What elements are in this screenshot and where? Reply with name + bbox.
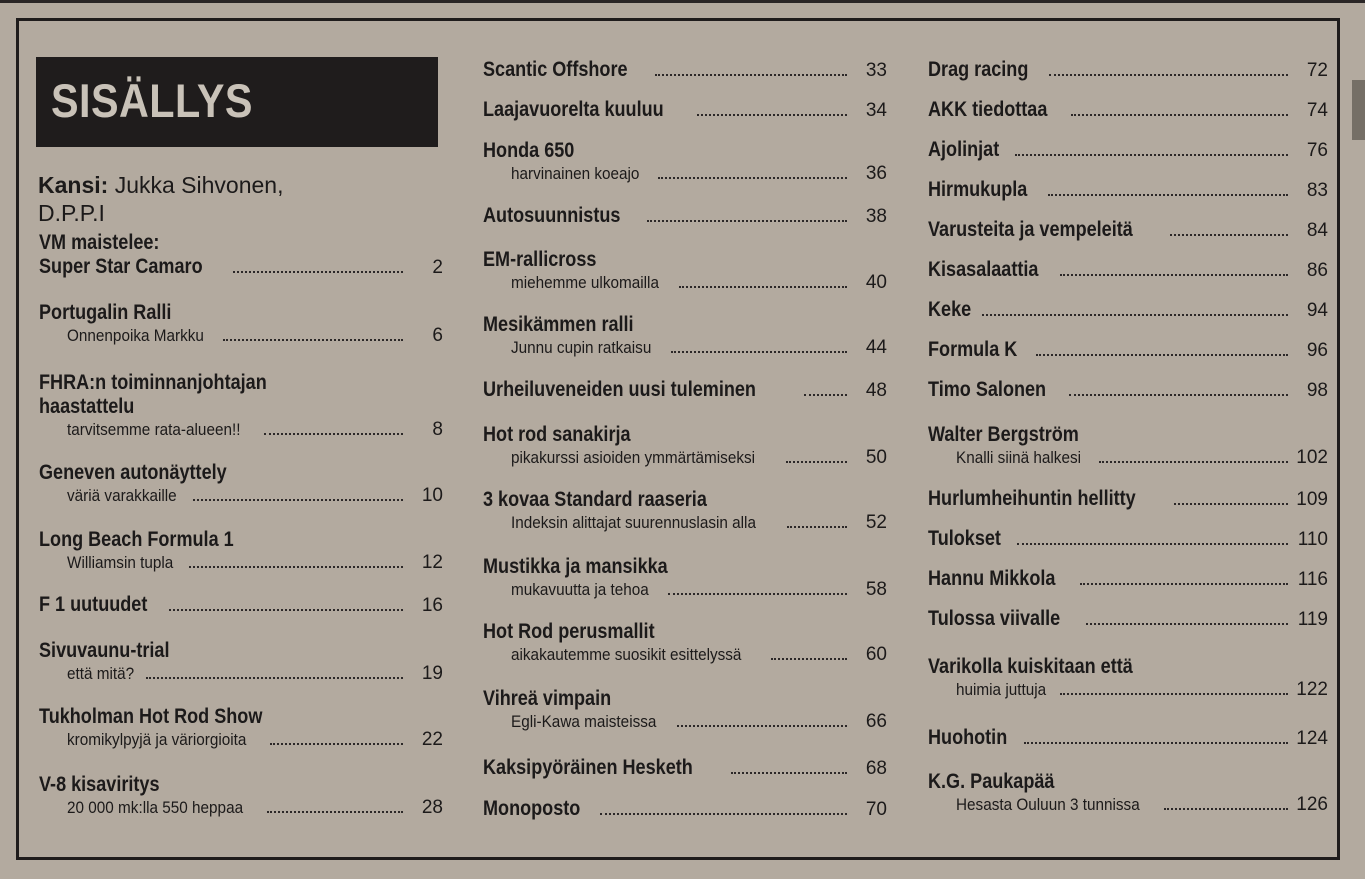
page-number: 6 <box>432 325 443 346</box>
toc-entry <box>483 488 887 534</box>
entry-title-row <box>928 378 1328 402</box>
entry-title: Hot rod sanakirja <box>483 423 631 446</box>
entry-subtitle-row <box>39 663 443 685</box>
cover-credit-agency: D.P.P.I <box>38 200 105 226</box>
entry-title: V-8 kisaviritys <box>39 773 160 796</box>
toc-entry <box>928 98 1328 122</box>
entry-subtitle: Knalli siinä halkesi <box>956 448 1082 467</box>
dot-leader <box>668 593 847 595</box>
toc-entry <box>39 371 443 441</box>
dot-leader <box>787 526 847 528</box>
entry-subtitle-row <box>483 579 887 601</box>
toc-entry <box>928 58 1328 82</box>
toc-entry <box>928 567 1328 591</box>
page-number: 12 <box>421 552 443 573</box>
page-number: 36 <box>865 163 887 184</box>
entry-subtitle: Super Star Camaro <box>39 255 203 278</box>
entry-title-line-2: haastattelu <box>39 395 135 418</box>
toc-entry <box>928 258 1328 282</box>
dot-leader <box>1069 394 1288 396</box>
entry-subtitle-row <box>39 797 443 819</box>
toc-entry <box>39 301 443 347</box>
entry-title: F 1 uutuudet <box>39 593 148 616</box>
page-number: 19 <box>421 663 443 684</box>
entry-title-row <box>928 527 1328 551</box>
entry-title-row <box>483 98 887 122</box>
page-number: 52 <box>865 512 887 533</box>
page-edge-shadow <box>1352 80 1365 140</box>
dot-leader <box>267 811 403 813</box>
page-number: 119 <box>1297 609 1328 630</box>
dot-leader <box>1048 194 1288 196</box>
entry-title-row <box>39 593 443 617</box>
dot-leader <box>233 271 403 273</box>
dot-leader <box>655 74 847 76</box>
toc-entry <box>928 218 1328 242</box>
dot-leader <box>1015 154 1288 156</box>
toc-entry <box>483 139 887 185</box>
entry-subtitle-row <box>483 644 887 666</box>
dot-leader <box>1049 74 1288 76</box>
toc-entry <box>483 756 887 780</box>
dot-leader <box>647 220 847 222</box>
entry-subtitle-row <box>39 325 443 347</box>
entry-title: Huohotin <box>928 726 1008 749</box>
entry-title: Hannu Mikkola <box>928 567 1056 590</box>
toc-entry <box>483 58 887 82</box>
entry-title-row <box>483 378 887 402</box>
contents-heading: SISÄLLYS <box>51 74 253 127</box>
page-number: 16 <box>421 595 443 616</box>
toc-entry <box>39 231 443 279</box>
entry-title: Tukholman Hot Rod Show <box>39 705 263 728</box>
entry-title: Long Beach Formula 1 <box>39 528 234 551</box>
entry-subtitle-row <box>39 485 443 507</box>
toc-entry <box>928 607 1328 631</box>
entry-title: Hot Rod perusmallit <box>483 620 655 643</box>
page-number: 50 <box>865 447 887 468</box>
page-number: 124 <box>1296 728 1328 749</box>
toc-entry <box>928 770 1328 816</box>
entry-title: K.G. Paukapää <box>928 770 1055 793</box>
entry-title: Tulossa viivalle <box>928 607 1061 630</box>
dot-leader <box>223 339 403 341</box>
entry-title: EM-rallicross <box>483 248 597 271</box>
dot-leader <box>1036 354 1288 356</box>
entry-title-row <box>483 204 887 228</box>
dot-leader <box>600 813 847 815</box>
entry-subtitle: 20 000 mk:lla 550 heppaa <box>67 798 244 817</box>
dot-leader <box>1164 808 1288 810</box>
dot-leader <box>270 743 403 745</box>
entry-subtitle: Onnenpoika Markku <box>67 326 204 345</box>
page-number: 38 <box>865 206 887 227</box>
toc-entry <box>483 620 887 666</box>
entry-title-row <box>928 607 1328 631</box>
dot-leader <box>786 461 847 463</box>
dot-leader <box>1017 543 1288 545</box>
entry-subtitle: kromikylpyjä ja väriorgioita <box>67 730 247 749</box>
dot-leader <box>658 177 847 179</box>
entry-title-row <box>928 98 1328 122</box>
dot-leader <box>189 566 403 568</box>
page-number: 60 <box>865 644 887 665</box>
page-number: 34 <box>865 100 887 121</box>
dot-leader <box>193 499 403 501</box>
entry-title: Kaksipyöräinen Hesketh <box>483 756 693 779</box>
toc-entry <box>928 655 1328 701</box>
cover-credit-name: Jukka Sihvonen, <box>114 172 284 198</box>
toc-entry <box>483 555 887 601</box>
entry-title-row <box>928 298 1328 322</box>
entry-subtitle: miehemme ulkomailla <box>511 273 659 292</box>
entry-title: Scantic Offshore <box>483 58 628 81</box>
entry-title: Keke <box>928 298 972 321</box>
dot-leader <box>1099 461 1288 463</box>
toc-entry <box>483 98 887 122</box>
entry-subtitle: harvinainen koeajo <box>511 164 640 183</box>
entry-title: Kisasalaattia <box>928 258 1039 281</box>
dot-leader <box>679 286 847 288</box>
page-number: 68 <box>865 758 887 779</box>
entry-title-row <box>928 338 1328 362</box>
toc-entry <box>483 248 887 294</box>
entry-subtitle: että mitä? <box>67 664 135 683</box>
page-number: 94 <box>1306 300 1328 321</box>
dot-leader <box>671 351 847 353</box>
toc-entry <box>928 138 1328 162</box>
entry-title: Ajolinjat <box>928 138 1000 161</box>
entry-subtitle: Williamsin tupla <box>67 553 174 572</box>
dot-leader <box>169 609 403 611</box>
entry-title-row <box>483 797 887 821</box>
page-number: 83 <box>1306 180 1328 201</box>
entry-title-row <box>483 58 887 82</box>
dot-leader <box>1086 623 1288 625</box>
dot-leader <box>804 394 847 396</box>
page-number: 126 <box>1296 794 1328 815</box>
top-rule <box>0 0 1365 3</box>
entry-title: 3 kovaa Standard raaseria <box>483 488 707 511</box>
page-number: 110 <box>1297 529 1328 550</box>
entry-title: Varusteita ja vempeleitä <box>928 218 1133 241</box>
contents-heading-box <box>36 57 438 147</box>
entry-title: Urheiluveneiden uusi tuleminen <box>483 378 756 401</box>
cover-label: Kansi: <box>38 172 109 198</box>
entry-subtitle-row <box>483 337 887 359</box>
page-number: 70 <box>865 799 887 820</box>
page-number: 74 <box>1306 100 1328 121</box>
entry-title-row <box>928 487 1328 511</box>
toc-entry <box>483 313 887 359</box>
dot-leader <box>264 433 403 435</box>
page-number: 33 <box>865 60 887 81</box>
dot-leader <box>146 677 403 679</box>
dot-leader <box>1170 234 1288 236</box>
entry-title: Monoposto <box>483 797 581 820</box>
entry-title: Sivuvaunu-trial <box>39 639 170 662</box>
entry-title: Honda 650 <box>483 139 575 162</box>
toc-entry <box>39 593 443 617</box>
entry-title: AKK tiedottaa <box>928 98 1048 121</box>
entry-title: Mesikämmen ralli <box>483 313 634 336</box>
toc-entry <box>483 204 887 228</box>
toc-entry <box>928 726 1328 750</box>
dot-leader <box>677 725 847 727</box>
entry-title: Geneven autonäyttely <box>39 461 227 484</box>
entry-subtitle-row <box>39 552 443 574</box>
toc-entry <box>928 338 1328 362</box>
dot-leader <box>1060 693 1288 695</box>
entry-title: FHRA:n toiminnanjohtajan <box>39 371 267 394</box>
toc-entry <box>928 298 1328 322</box>
entry-subtitle-row <box>39 729 443 751</box>
page-number: 66 <box>865 711 887 732</box>
dot-leader <box>1071 114 1288 116</box>
entry-subtitle: pikakurssi asioiden ymmärtämiseksi <box>511 448 756 467</box>
entry-title: Walter Bergström <box>928 423 1079 446</box>
page-number: 44 <box>865 337 887 358</box>
entry-title: Drag racing <box>928 58 1029 81</box>
toc-entry <box>39 639 443 685</box>
toc-entry <box>928 378 1328 402</box>
dot-leader <box>697 114 847 116</box>
toc-entry <box>39 461 443 507</box>
entry-title: Tulokset <box>928 527 1001 550</box>
page-number: 109 <box>1296 489 1328 510</box>
entry-title: Mustikka ja mansikka <box>483 555 668 578</box>
entry-title: Vihreä vimpain <box>483 687 612 710</box>
entry-title: Autosuunnistus <box>483 204 621 227</box>
toc-entry <box>483 687 887 733</box>
toc-entry <box>928 527 1328 551</box>
entry-title-row <box>928 726 1328 750</box>
entry-title-row <box>483 756 887 780</box>
entry-title: Formula K <box>928 338 1018 361</box>
entry-subtitle: tarvitsemme rata-alueen!! <box>67 420 241 439</box>
entry-subtitle-row <box>483 447 887 469</box>
entry-title-row <box>928 178 1328 202</box>
entry-title: VM maistelee: <box>39 231 160 254</box>
entry-title: Hurlumheihuntin hellitty <box>928 487 1136 510</box>
entry-subtitle-row <box>928 794 1328 816</box>
toc-entry <box>39 528 443 574</box>
entry-subtitle-row <box>483 711 887 733</box>
entry-title: Hirmukupla <box>928 178 1028 201</box>
page-number: 84 <box>1306 220 1328 241</box>
cover-credit <box>38 171 428 227</box>
dot-leader <box>1174 503 1289 505</box>
page-number: 2 <box>432 257 443 278</box>
entry-subtitle-row <box>483 512 887 534</box>
entry-title-row <box>928 138 1328 162</box>
dot-leader <box>1060 274 1288 276</box>
dot-leader <box>1080 583 1288 585</box>
entry-title-row <box>928 218 1328 242</box>
dot-leader <box>982 314 1288 316</box>
toc-entry <box>483 378 887 402</box>
entry-title-row <box>928 258 1328 282</box>
dot-leader <box>731 772 847 774</box>
entry-subtitle: huimia juttuja <box>956 680 1047 699</box>
toc-entry <box>928 178 1328 202</box>
page-number: 58 <box>865 579 887 600</box>
entry-title: Varikolla kuiskitaan että <box>928 655 1133 678</box>
page-number: 22 <box>421 729 443 750</box>
entry-subtitle-row <box>483 272 887 294</box>
entry-title-row <box>928 567 1328 591</box>
toc-entry <box>928 487 1328 511</box>
entry-title: Portugalin Ralli <box>39 301 172 324</box>
entry-subtitle: mukavuutta ja tehoa <box>511 580 649 599</box>
contents-frame <box>16 18 1340 860</box>
entry-subtitle-row <box>39 255 443 279</box>
page-number: 48 <box>865 380 887 401</box>
page-number: 8 <box>432 419 443 440</box>
entry-title: Timo Salonen <box>928 378 1047 401</box>
entry-subtitle-row <box>928 679 1328 701</box>
toc-entry <box>483 423 887 469</box>
page-number: 96 <box>1306 340 1328 361</box>
page-number: 86 <box>1306 260 1328 281</box>
page-number: 122 <box>1296 679 1328 700</box>
dot-leader <box>1024 742 1288 744</box>
page-number: 76 <box>1306 140 1328 161</box>
page-number: 116 <box>1297 569 1328 590</box>
entry-subtitle: Indeksin alittajat suurennuslasin alla <box>511 513 756 532</box>
page-number: 40 <box>865 272 887 293</box>
entry-title: Laajavuorelta kuuluu <box>483 98 664 121</box>
toc-entry <box>928 423 1328 469</box>
entry-subtitle-row <box>39 419 443 441</box>
dot-leader <box>771 658 847 660</box>
page-number: 28 <box>421 797 443 818</box>
entry-subtitle: Egli-Kawa maisteissa <box>511 712 657 731</box>
page-number: 72 <box>1306 60 1328 81</box>
entry-subtitle-row <box>928 447 1328 469</box>
toc-entry <box>39 773 443 819</box>
page-number: 98 <box>1306 380 1328 401</box>
page-number: 10 <box>421 485 443 506</box>
entry-subtitle: väriä varakkaille <box>67 486 177 505</box>
page-number: 102 <box>1296 447 1328 468</box>
toc-entry <box>39 705 443 751</box>
entry-subtitle: aikakautemme suosikit esittelyssä <box>511 645 742 664</box>
entry-subtitle: Hesasta Ouluun 3 tunnissa <box>956 795 1140 814</box>
entry-title-row <box>928 58 1328 82</box>
toc-entry <box>483 797 887 821</box>
entry-subtitle: Junnu cupin ratkaisu <box>511 338 652 357</box>
entry-subtitle-row <box>483 163 887 185</box>
